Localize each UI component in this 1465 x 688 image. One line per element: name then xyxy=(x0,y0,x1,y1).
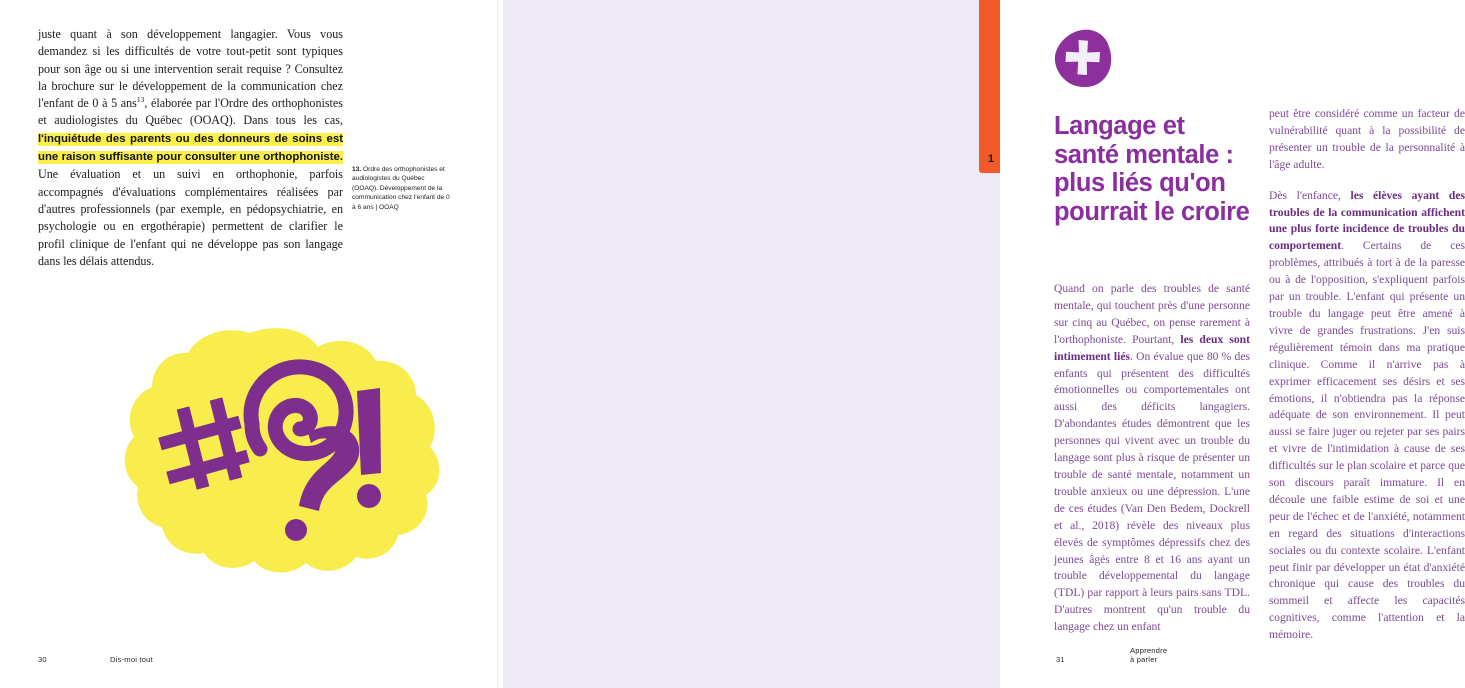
col2-bold-phrase: les élèves ayant des troubles de la communication affichent une plus forte incidence de troubles du comportement xyxy=(1269,188,1465,253)
grawlix-speech-cloud-illustration xyxy=(100,325,450,625)
left-text-part-3: Une évaluation et un suivi en orthophonie, parfois accompagnés d'évaluations complémentaires réalisées par d'autres professionnels (par exemple, en pédopsychiatrie, en psychologie ou en ergothérapie) permettent de clarifier le profil clinique de l'enfant qui ne développe pas son langage dans les délais attendus. xyxy=(38,167,343,268)
left-paragraph xyxy=(38,26,343,270)
body-column-2 xyxy=(1269,106,1465,644)
footnote-block xyxy=(352,165,452,212)
left-running-title: Dis-moi tout xyxy=(110,655,153,664)
right-page xyxy=(503,0,1465,688)
col2-paragraph-1: peut être considéré comme un facteur de vulnérabilité quant à la possibilité de présenter un trouble de la personnalité à l'âge adulte. xyxy=(1269,107,1465,171)
plus-cross-icon xyxy=(1054,29,1112,87)
footnote-text: Ordre des orthophonistes et audiologistes du Québec (OOAQ). Développement de la communication chez l'enfant de 0 à 6 ans | OOAQ xyxy=(352,166,450,211)
paragraph xyxy=(1269,188,1465,644)
right-running-title: Apprendre à parler xyxy=(1130,646,1168,664)
col1-bold-phrase: les deux sont intimement liés xyxy=(1054,332,1250,363)
highlighted-sentence: l'inquiétude des parents ou des donneurs de soins est une raison suffisante pour consulter une orthophoniste. xyxy=(38,132,343,164)
right-page-number: 31 xyxy=(1056,655,1065,664)
footnote-marker: 13 xyxy=(136,95,145,105)
exclamation-mark-glyph xyxy=(357,388,381,508)
left-page-number: 30 xyxy=(38,655,47,664)
col2-text-b: . Certains de ces problèmes, attribués à tort à de la paresse ou à de l'opposition, s'expliquent parfois par un trouble. L'enfant qui présente un trouble du langage peut être amené à vivre de grandes frustrations. J'en suis régulièrement témoin dans ma pratique clinique. Comme il n'arrive pas à exprimer efficacement ses désirs et ses émotions, il n'obtiendra pas la réponse adéquate de son environnement. Il peut aussi se faire juger ou rejeter par ses pairs et vivre de l'intimidation à cause de ses difficultés sur le plan scolaire et parce que son discours paraît immature. Il en découle une faible estime de soi et une peur de l'échec et de l'anxiété, notamment en regard des situations d'interactions sociales ou du contexte scolaire. L'enfant peut finir par développer un état d'anxiété chronique qui cause des troubles du sommeil et affecte les capacités cognitives, comme l'attention et la mémoire. xyxy=(1269,239,1465,642)
chapter-tab-number: 1 xyxy=(987,153,994,165)
left-page-body-text xyxy=(38,26,343,270)
col2-text-a: Dès l'enfance, xyxy=(1269,188,1351,202)
paragraph xyxy=(1054,281,1250,636)
left-text-part-1: juste quant à son développement langagier. Vous vous demandez si les difficultés de votre tout-petit sont typiques pour son âge ou si une intervention serait requise ? Consultez la brochure sur le développement de la communication chez l'enfant de 0 à 5 ans xyxy=(38,27,343,111)
left-text-part-2: , élaborée par l'Ordre des orthophonistes et audiologistes du Québec (OOAQ). Dans tous les cas, xyxy=(38,96,343,128)
paragraph xyxy=(1269,106,1465,174)
col1-text-b: . On évalue que 80 % des enfants qui présentent des difficultés émotionnelles ou comportementales ont aussi des déficits langagiers. D'abondantes études démontrent que les personnes qui vivent avec un trouble du langage sont plus à risque de présenter un trouble de santé mentale, notamment un trouble anxieux ou une dépression. L'une de ces études (Van Den Bedem, Dockrell et al., 2018) révèle des niveaux plus élevés de symptômes dépressifs chez des jeunes âgés entre 8 et 16 ans ayant un trouble développemental du langage (TDL) par rapport à leurs pairs sans TDL. D'autres montrent qu'un trouble du langage chez un enfant xyxy=(1054,349,1250,634)
page-title: Langage et santé mentale : plus liés qu'on pourrait le croire xyxy=(1054,112,1250,226)
footnote-number: 13. xyxy=(352,166,362,173)
left-page xyxy=(0,0,497,688)
col1-text-a: Quand on parle des troubles de santé mentale, qui touchent près d'une personne sur cinq au Québec, on pense rarement à l'orthophoniste. Pourtant, xyxy=(1054,282,1250,346)
chapter-edge-tab xyxy=(979,0,1000,173)
body-column-1 xyxy=(1054,281,1250,636)
